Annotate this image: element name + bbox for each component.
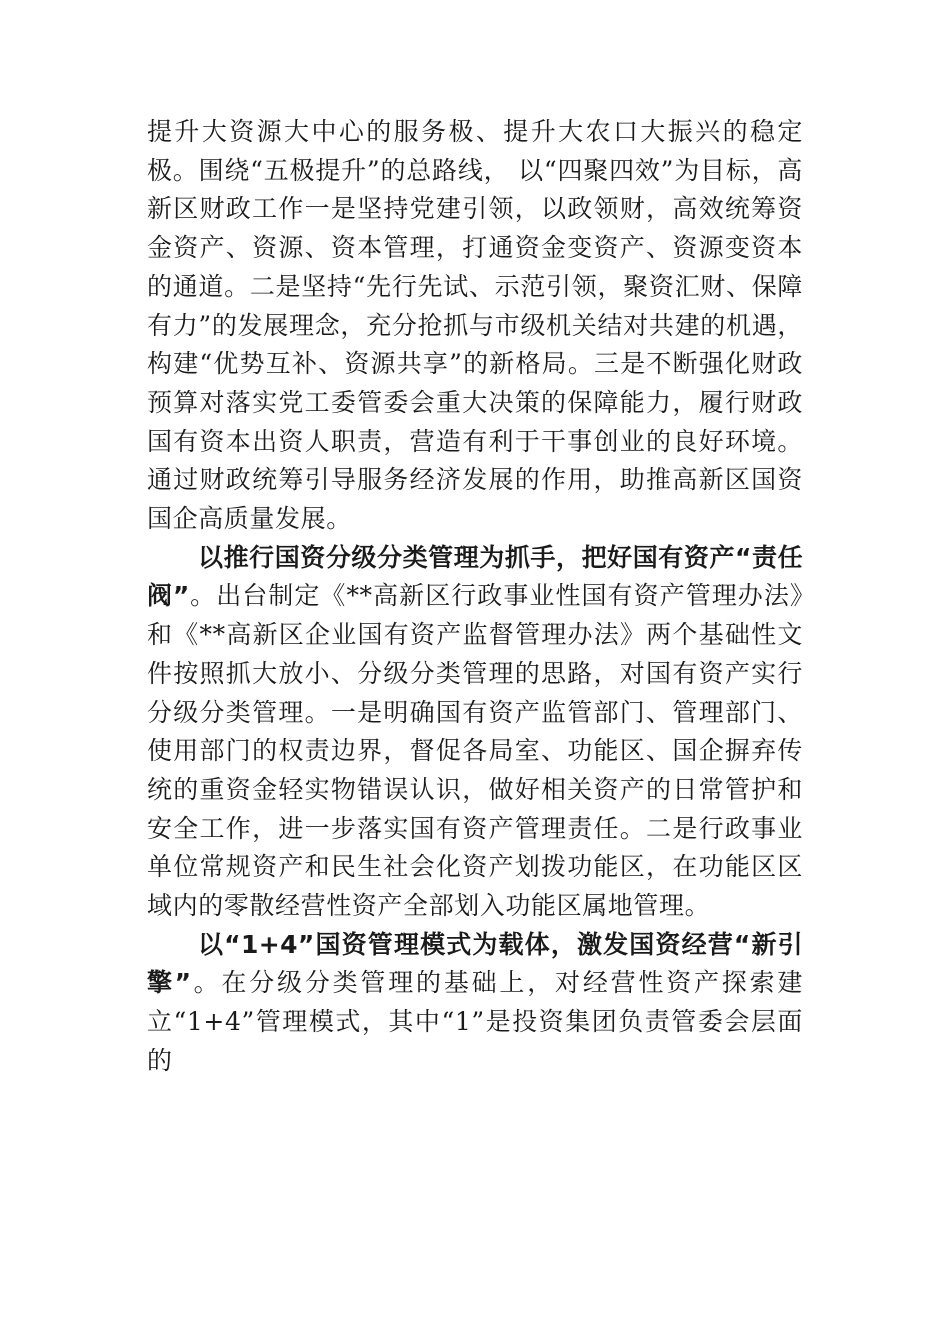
- paragraph-3-text: 。在分级分类管理的基础上，对经营性资产探索建立“1+4”管理模式，其中“1”是投资集团负责管委会层面的: [147, 968, 804, 1075]
- document-page: [147, 113, 803, 1081]
- paragraph-2-heading: 以推行国资分级分类管理为抓手，把好国有资产“责任阀”: [147, 542, 803, 611]
- paragraph-3: [147, 926, 803, 1081]
- paragraph-2-text: 。出台制定《**高新区行政事业性国有资产管理办法》和《**高新区企业国有资产监督管理办法》两个基础性文件按照抓大放小、分级分类管理的思路，对国有资产实行分级分类管理。一是明确国有资产监管部门、管理部门、使用部门的权责边界，督促各局室、功能区、国企摒弃传统的重资金轻实物错误认识，做好相关资产的日常管护和安全工作，进一步落实国有资产管理责任。二是行政事业单位常规资产和民生社会化资产划拨功能区，在功能区区域内的零散经营性资产全部划入功能区属地管理。: [147, 581, 803, 921]
- paragraph-1: [147, 113, 803, 539]
- paragraph-1-text: 提升大资源大中心的服务极、提升大农口大振兴的稳定极。围绕“五极提升”的总路线， 以“四聚四效”为目标，高新区财政工作一是坚持党建引领，以政领财，高效统筹资金资产、资源、资本管理，打通资金变资产、资源变资本的通道。二是坚持“先行先试、示范引领，聚资汇财、保障有力”的发展理念，充分抢抓与市级机关结对共建的机遇，构建“优势互补、资源共享”的新格局。三是不断强化财政预算对落实党工委管委会重大决策的保障能力，履行财政国有资本出资人职责，营造有利于干事创业的良好环境。通过财政统筹引导服务经济发展的作用，助推高新区国资国企高质量发展。: [147, 117, 803, 534]
- paragraph-3-heading: 以“1+4”国资管理模式为载体，激发国资经营“新引擎”: [147, 929, 803, 998]
- paragraph-2: [147, 539, 803, 926]
